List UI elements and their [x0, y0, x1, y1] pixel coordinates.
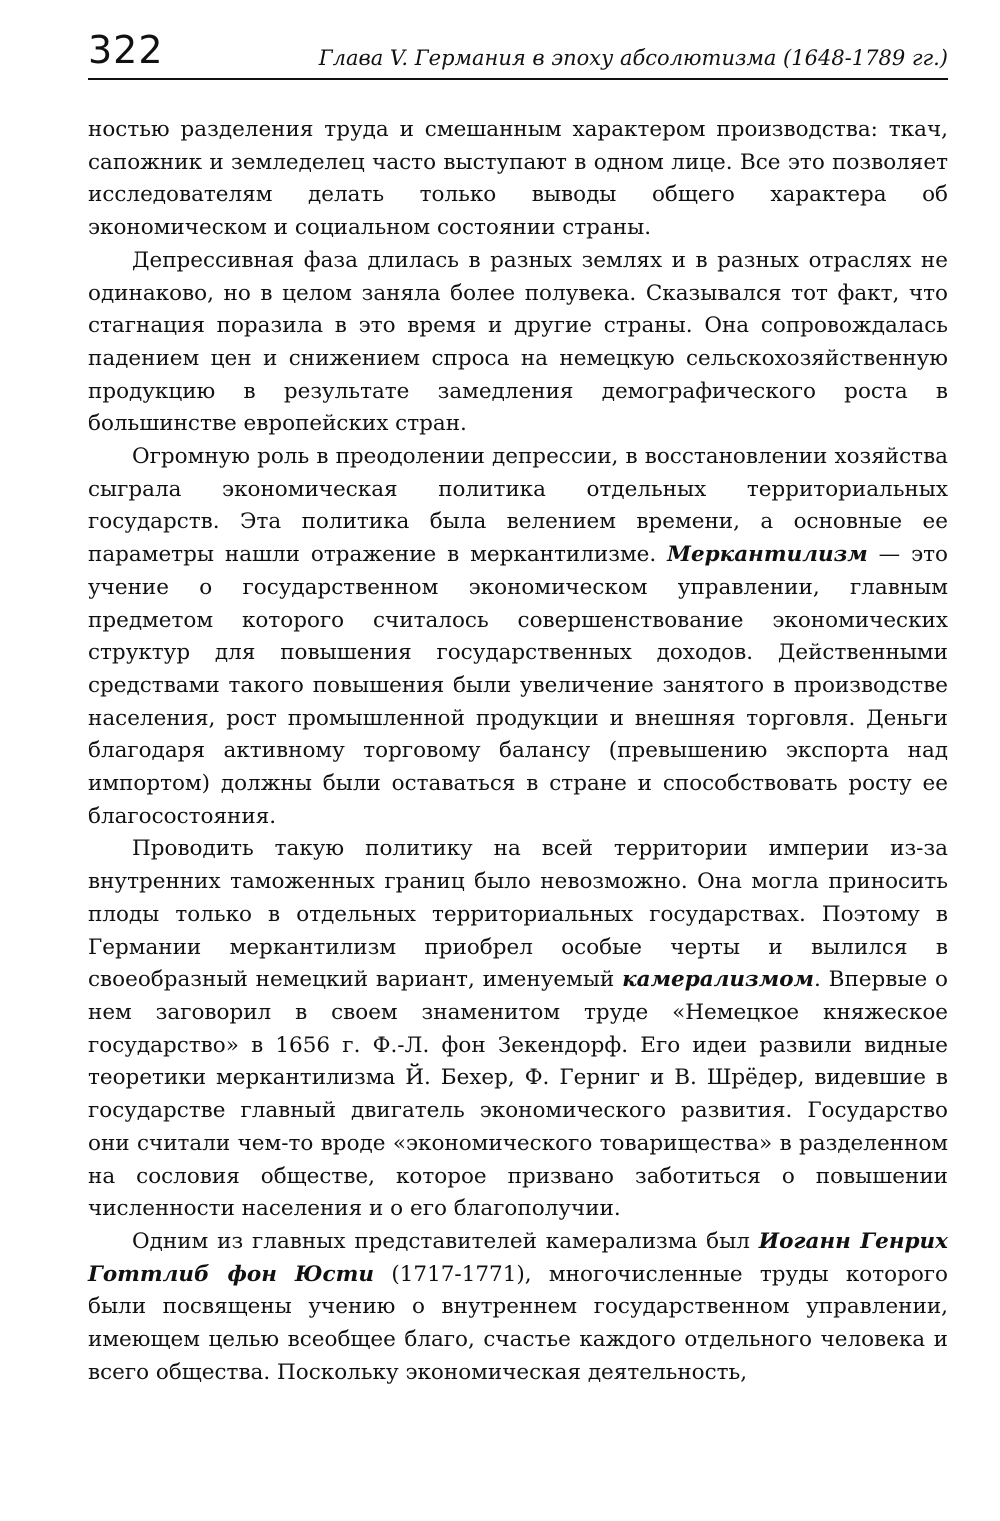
- paragraph-4-text-a: Проводить такую политику на всей территории империи из-за внутренних таможенных границ было невозможно. Она могла приносить плоды только в отдельных территориальных государствах. Поэтому в Германии меркантилизм приобрел особые черты и вылился в своеобразный немецкий вариант, именуемый: [88, 836, 948, 993]
- page-number: 322: [88, 28, 164, 72]
- body-text: [88, 114, 948, 1389]
- page-header: [88, 30, 948, 80]
- paragraph-4: [88, 833, 948, 1225]
- paragraph-5: [88, 1226, 948, 1390]
- paragraph-1: ностью разделения труда и смешанным характером производства: ткач, сапожник и земледелец часто выступают в одном лице. Все это позволяет исследователям делать только выводы общего характера об экономическом и социальном состоянии страны.: [88, 117, 948, 241]
- term-mercantilism: Меркантилизм: [667, 542, 868, 568]
- paragraph-5-text-b: (1717-1771), многочисленные труды которого были посвящены учению о внутреннем государственном управлении, имеющем целью всеобщее благо, счастье каждого отдельного человека и всего общества. Поскольку экономическая деятельность,: [88, 1261, 948, 1385]
- person-name-justi: Иоганн Генрих Готтлиб фон Юсти: [88, 1228, 948, 1287]
- paragraph-3-text-a: Огромную роль в преодолении депрессии, в восстановлении хозяйства сыграла экономическая политика отдельных территориальных государств. Эта политика была велением времени, а основные ее параметры нашли отражение в меркантилизме.: [88, 444, 948, 568]
- paragraph-3-text-b: — это учение о государственном экономическом управлении, главным предметом которого считалось совершенствование экономических структур для повышения государственных доходов. Действенными средствами такого повышения были увеличение занятого в производстве населения, рост промышленной продукции и внешняя торговля. Деньги благодаря активному торговому балансу (превышению экспорта над импортом) должны были оставаться в стране и способствовать росту ее благосостояния.: [88, 542, 948, 829]
- paragraph-2: Депрессивная фаза длилась в разных землях и в разных отраслях не одинаково, но в целом заняла более полувека. Сказывался тот факт, что стагнация поразила в это время и другие страны. Она сопровождалась падением цен и снижением спроса на немецкую сельскохозяйственную продукцию в результате замедления демографического роста в большинстве европейских стран.: [88, 247, 948, 437]
- paragraph-5-text-a: Одним из главных представителей камерализма был: [132, 1228, 759, 1254]
- paragraph-3: [88, 441, 948, 833]
- running-head: Глава V. Германия в эпоху абсолютизма (1648-1789 гг.): [318, 46, 948, 70]
- term-cameralism: камерализмом: [622, 967, 814, 993]
- paragraph-4-text-b: . Впервые о нем заговорил в своем знаменитом труде «Немецкое княжеское государство» в 1656 г. Ф.-Л. фон Зекендорф. Его идеи развили видные теоретики меркантилизма Й. Бехер, Ф. Герниг и В. Шрёдер, видевшие в государстве главный двигатель экономического развития. Государство они считали чем-то вроде «экономического товарищества» в разделенном на сословия обществе, которое призвано заботиться о повышении численности населения и о его благополучии.: [88, 967, 948, 1222]
